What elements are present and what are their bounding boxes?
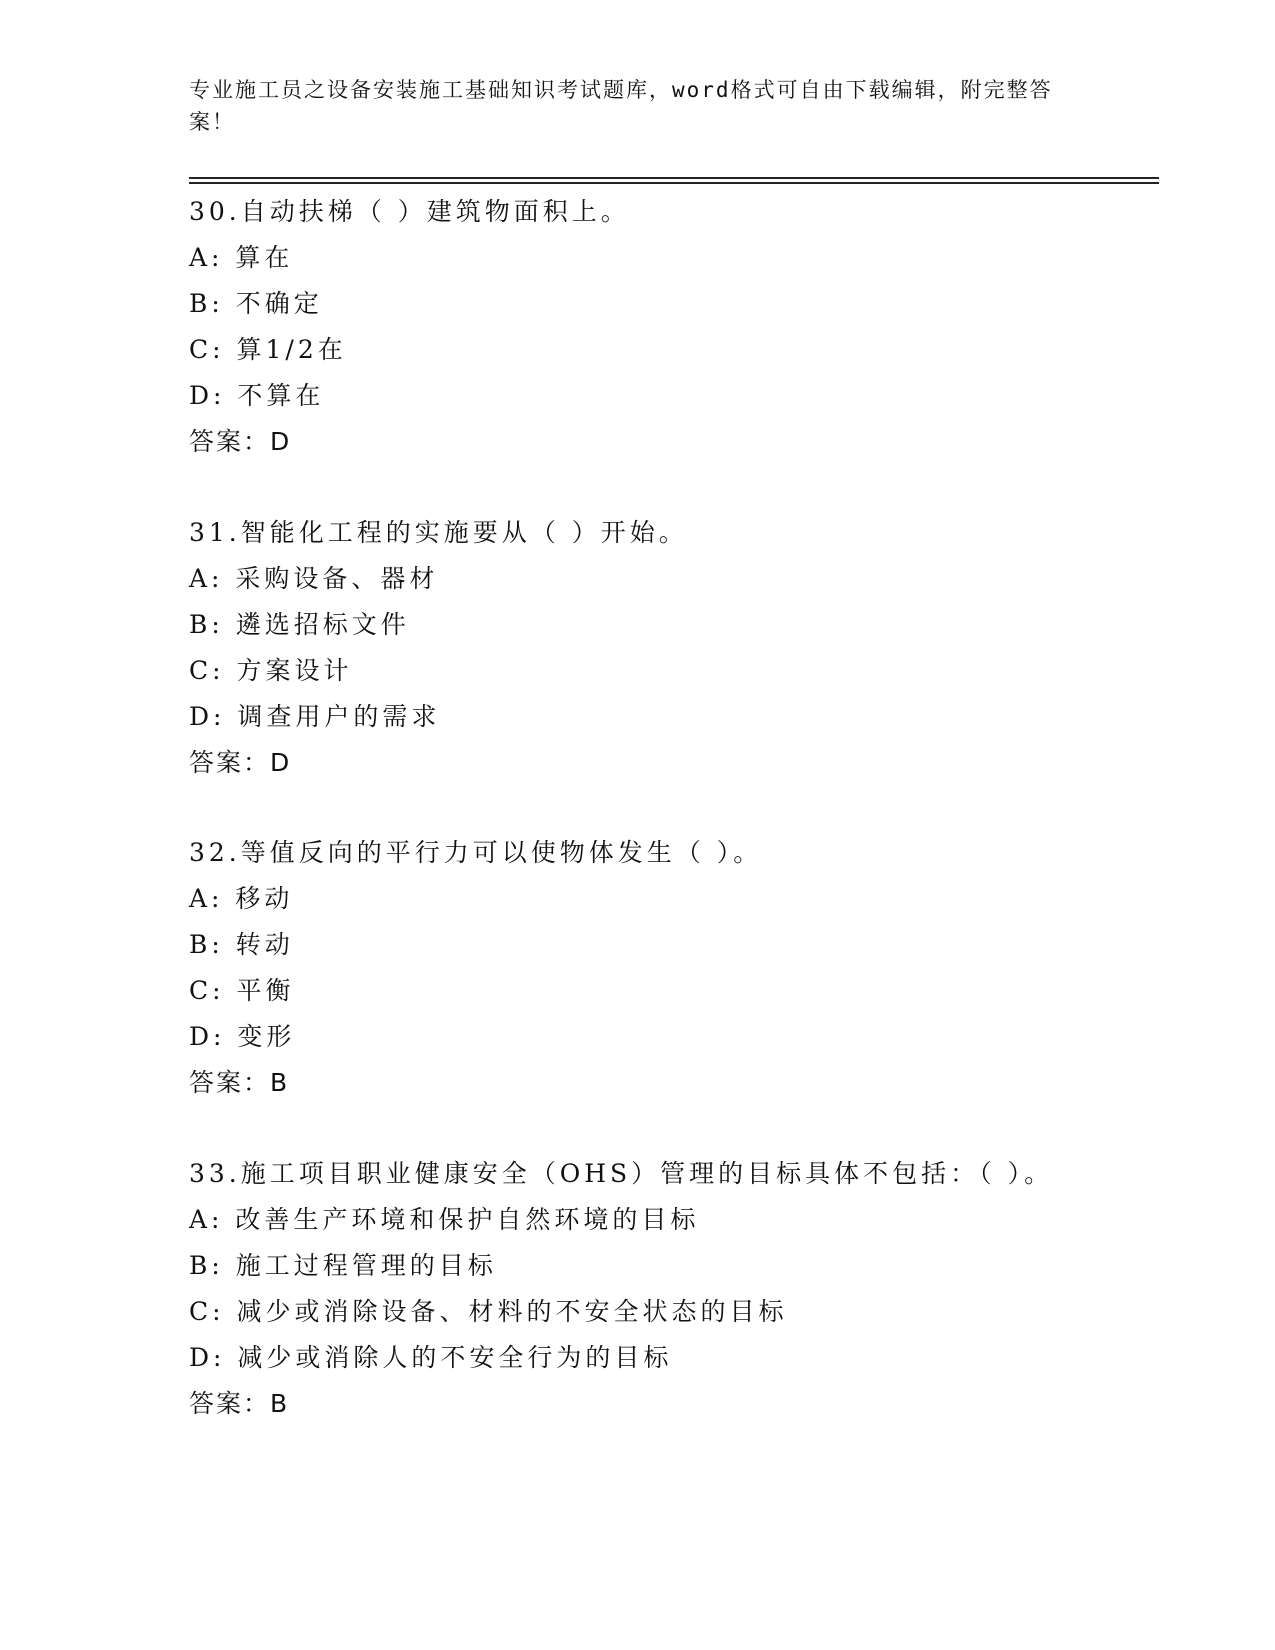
option-a: A: 算在 — [189, 243, 294, 272]
option-c: C: 平衡 — [189, 976, 295, 1005]
question-33 — [189, 1151, 1189, 1427]
option-b: B: 施工过程管理的目标 — [189, 1251, 497, 1280]
header-divider-top — [189, 177, 1159, 179]
question-stem: 30.自动扶梯（ ）建筑物面积上。 — [189, 197, 630, 226]
answer-line: 答案：D — [189, 748, 292, 777]
option-a: A: 采购设备、器材 — [189, 564, 439, 593]
question-stem: 32.等值反向的平行力可以使物体发生（ ）。 — [189, 838, 763, 867]
option-b: B: 遴选招标文件 — [189, 610, 410, 639]
document-header: 专业施工员之设备安装施工基础知识考试题库，word格式可自由下载编辑，附完整答案！ — [189, 78, 1053, 134]
option-c: C: 方案设计 — [189, 656, 353, 685]
answer-line: 答案：B — [189, 1068, 290, 1097]
option-d: D: 变形 — [189, 1022, 296, 1051]
answer-line: 答案：D — [189, 427, 292, 456]
option-b: B: 不确定 — [189, 289, 323, 318]
option-d: D: 减少或消除人的不安全行为的目标 — [189, 1343, 673, 1372]
question-stem: 33.施工项目职业健康安全（OHS）管理的目标具体不包括：（ ）。 — [189, 1159, 1054, 1188]
option-d: D: 不算在 — [189, 381, 325, 410]
question-31 — [189, 510, 1189, 786]
option-a: A: 改善生产环境和保护自然环境的目标 — [189, 1205, 700, 1234]
answer-line: 答案：B — [189, 1389, 290, 1418]
option-c: C: 减少或消除设备、材料的不安全状态的目标 — [189, 1297, 788, 1326]
option-b: B: 转动 — [189, 930, 294, 959]
question-stem: 31.智能化工程的实施要从（ ）开始。 — [189, 518, 688, 547]
header-divider-bottom — [189, 182, 1159, 184]
question-30 — [189, 189, 1189, 465]
question-32 — [189, 830, 1189, 1106]
option-d: D: 调查用户的需求 — [189, 702, 441, 731]
option-a: A: 移动 — [189, 884, 294, 913]
option-c: C: 算1/2在 — [189, 335, 347, 364]
